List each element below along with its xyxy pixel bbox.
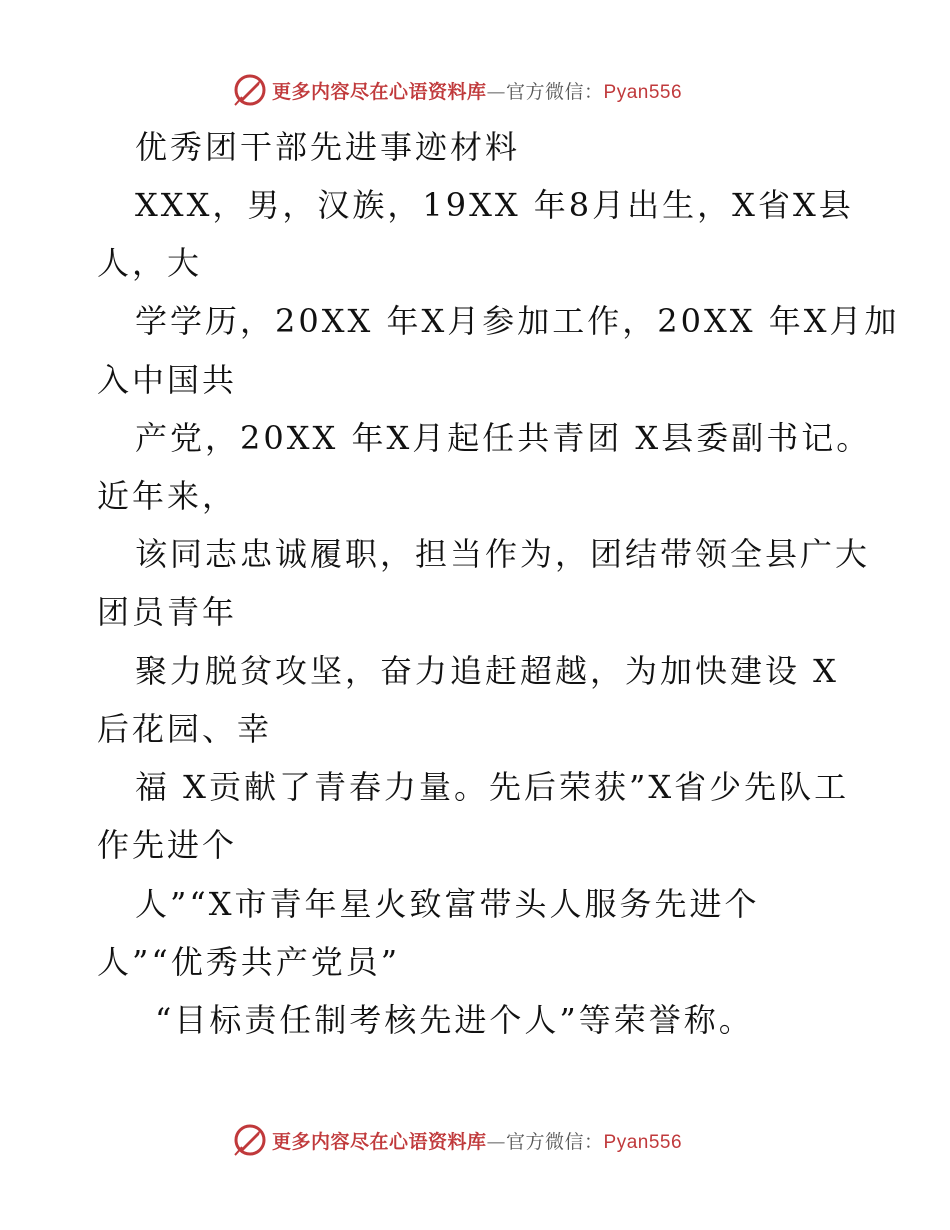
paragraph-line: 福 X贡献了青春力量。先后荣获”X省少先队工 [135, 768, 850, 806]
paragraph-line: 作先进个 [97, 826, 238, 864]
pen-logo-icon [232, 1122, 268, 1158]
paragraph-line: 团员青年 [97, 593, 238, 631]
watermark-wechat-id: Pyan556 [603, 1131, 683, 1153]
paragraph-line: 近年来， [97, 477, 238, 515]
paragraph-line: 聚力脱贫攻坚，奋力追赶超越，为加快建设 X [135, 652, 839, 690]
paragraph-line: 人”“优秀共产党员” [97, 943, 401, 981]
watermark-dash: — [486, 1130, 507, 1153]
paragraph-line: 入中国共 [97, 361, 238, 399]
paragraph-line: “目标责任制考核先进个人”等荣誉称。 [155, 1001, 754, 1039]
paragraph-line: XXX，男，汉族，19XX 年8月出生，X省X县 [135, 186, 854, 224]
watermark-main-text: 更多内容尽在心语资料库 [272, 1130, 487, 1153]
watermark-wechat-label: 官方微信： [506, 1130, 604, 1153]
watermark-wechat-id: Pyan556 [603, 81, 683, 103]
paragraph-line: 学学历，20XX 年X月参加工作，20XX 年X月加 [135, 302, 900, 340]
paragraph-line: 人，大 [97, 244, 203, 282]
paragraph-line: 后花园、幸 [97, 710, 273, 748]
paragraph-line: 该同志忠诚履职，担当作为，团结带领全县广大 [135, 535, 871, 573]
watermark-wechat-label: 官方微信： [506, 80, 604, 103]
footer-watermark [232, 1120, 682, 1160]
document-title: 优秀团干部先进事迹材料 [135, 128, 521, 166]
watermark-dash: — [486, 80, 507, 103]
paragraph-line: 产党，20XX 年X月起任共青团 X县委副书记。 [135, 419, 872, 457]
paragraph-line: 人”“X市青年星火致富带头人服务先进个 [135, 885, 760, 923]
watermark-main-text: 更多内容尽在心语资料库 [272, 80, 487, 103]
